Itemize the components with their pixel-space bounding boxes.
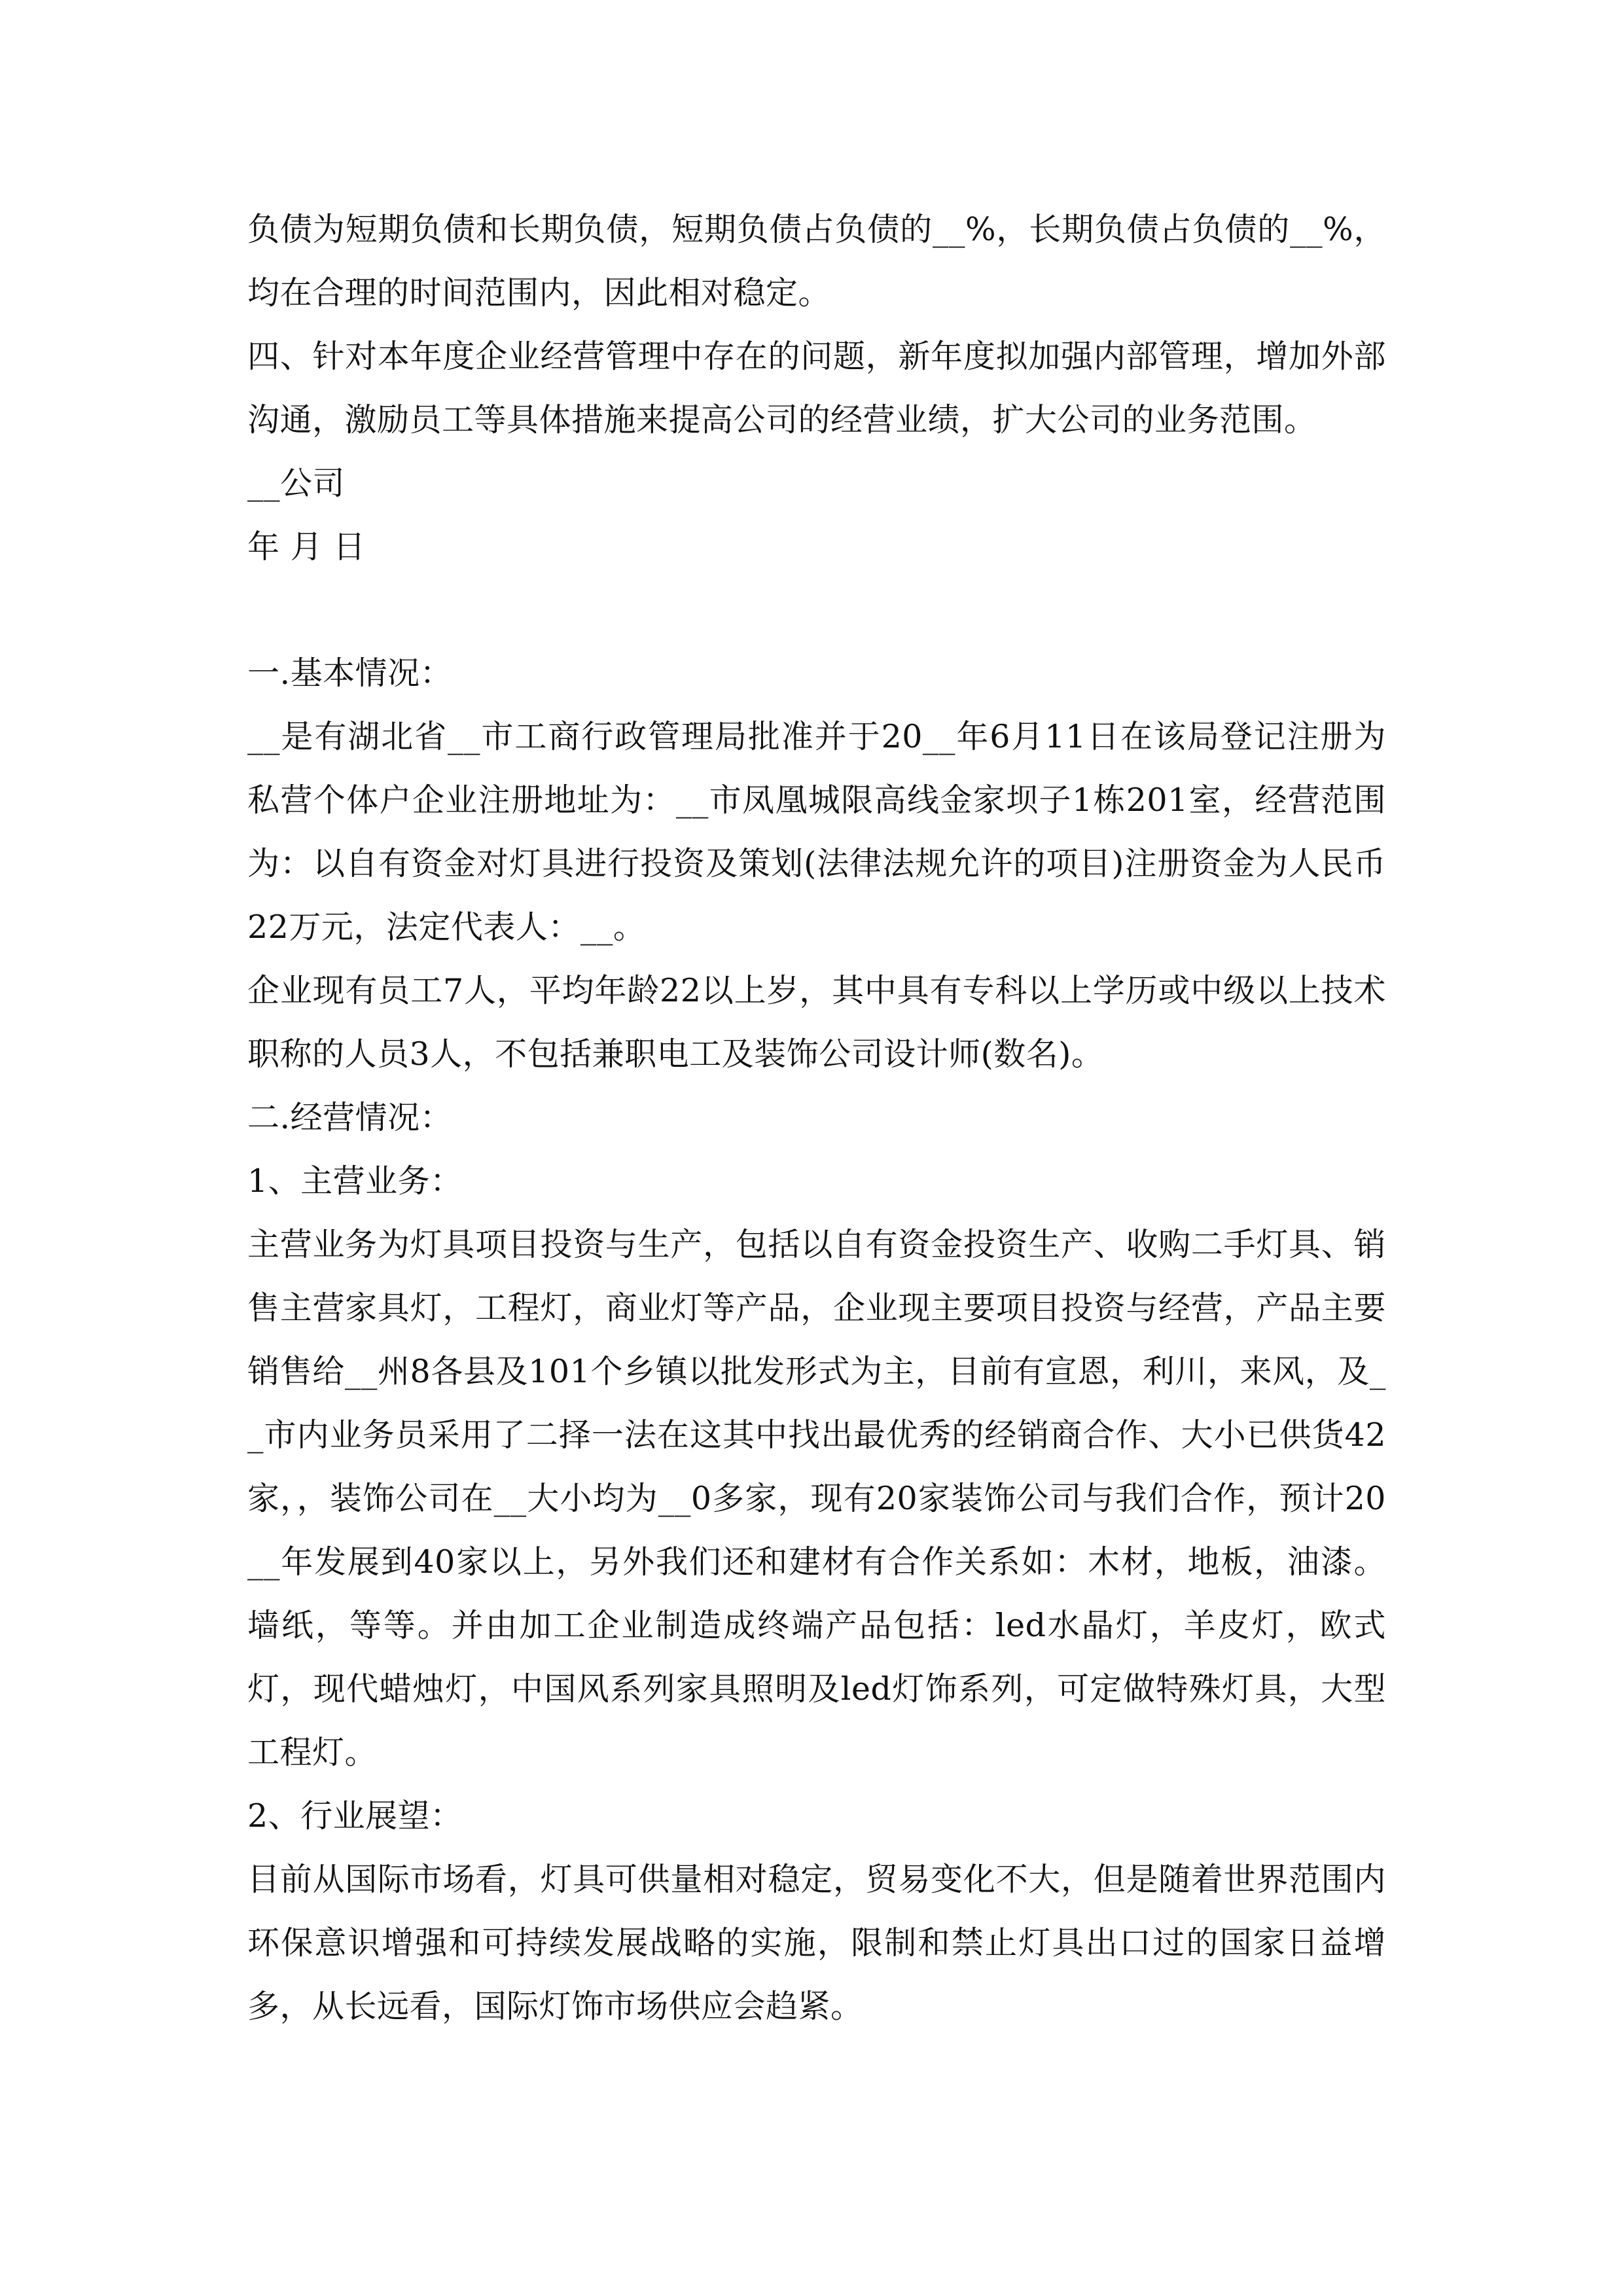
- main-section: [247, 641, 1386, 2038]
- paragraph-registration: __是有湖北省__市工商行政管理局批准并于20__年6月11日在该局登记注册为私营个体户企业注册地址为：__市凤凰城限高线金家坝子1栋201室，经营范围为：以自有资金对灯具进行投资及策划(法律法规允许的项目)注册资金为人民币22万元，法定代表人：__。: [247, 718, 1386, 946]
- paragraph-liabilities: 负债为短期负债和长期负债，短期负债占负债的__%，长期负债占负债的__%，均在合理的时间范围内，因此相对稳定。: [247, 211, 1386, 312]
- company-signature: __公司: [247, 465, 346, 502]
- heading-basic-info: 一.基本情况：: [247, 655, 453, 692]
- paragraph-staff: 企业现有员工7人，平均年龄22以上岁，其中具有专科以上学历或中级以上技术职称的人员3人，不包括兼职电工及装饰公司设计师(数名)。: [247, 972, 1386, 1073]
- heading-operations: 二.经营情况：: [247, 1099, 453, 1136]
- paragraph-main-business: 主营业务为灯具项目投资与生产，包括以自有资金投资生产、收购二手灯具、销售主营家具灯，工程灯，商业灯等产品，企业现主要项目投资与经营，产品主要销售给__州8各县及101个乡镇以批发形式为主，目前有宣恩，利川，来风，及__市内业务员采用了二择一法在这其中找出最优秀的经销商合作、大小已供货42家，，装饰公司在__大小均为__0多家，现有20家装饰公司与我们合作，预计20__年发展到40家以上，另外我们还和建材有合作关系如：木材，地板，油漆。墙纸，等等。并由加工企业制造成终端产品包括：led水晶灯，羊皮灯，欧式灯，现代蜡烛灯，中国风系列家具照明及led灯饰系列，可定做特殊灯具，大型工程灯。: [247, 1226, 1386, 1771]
- top-section: [247, 198, 1386, 579]
- subheading-main-business: 1、主营业务：: [247, 1162, 463, 1200]
- paragraph-industry-outlook: 目前从国际市场看，灯具可供量相对稳定，贸易变化不大，但是随着世界范围内环保意识增强和可持续发展战略的实施，限制和禁止灯具出口过的国家日益增多，从长远看，国际灯饰市场供应会趋紧。: [247, 1861, 1386, 2025]
- date-line: 年 月 日: [247, 528, 366, 565]
- paragraph-measures: 四、针对本年度企业经营管理中存在的问题，新年度拟加强内部管理，增加外部沟通，激励员工等具体措施来提高公司的经营业绩，扩大公司的业务范围。: [247, 338, 1386, 439]
- subheading-industry-outlook: 2、行业展望：: [247, 1797, 463, 1835]
